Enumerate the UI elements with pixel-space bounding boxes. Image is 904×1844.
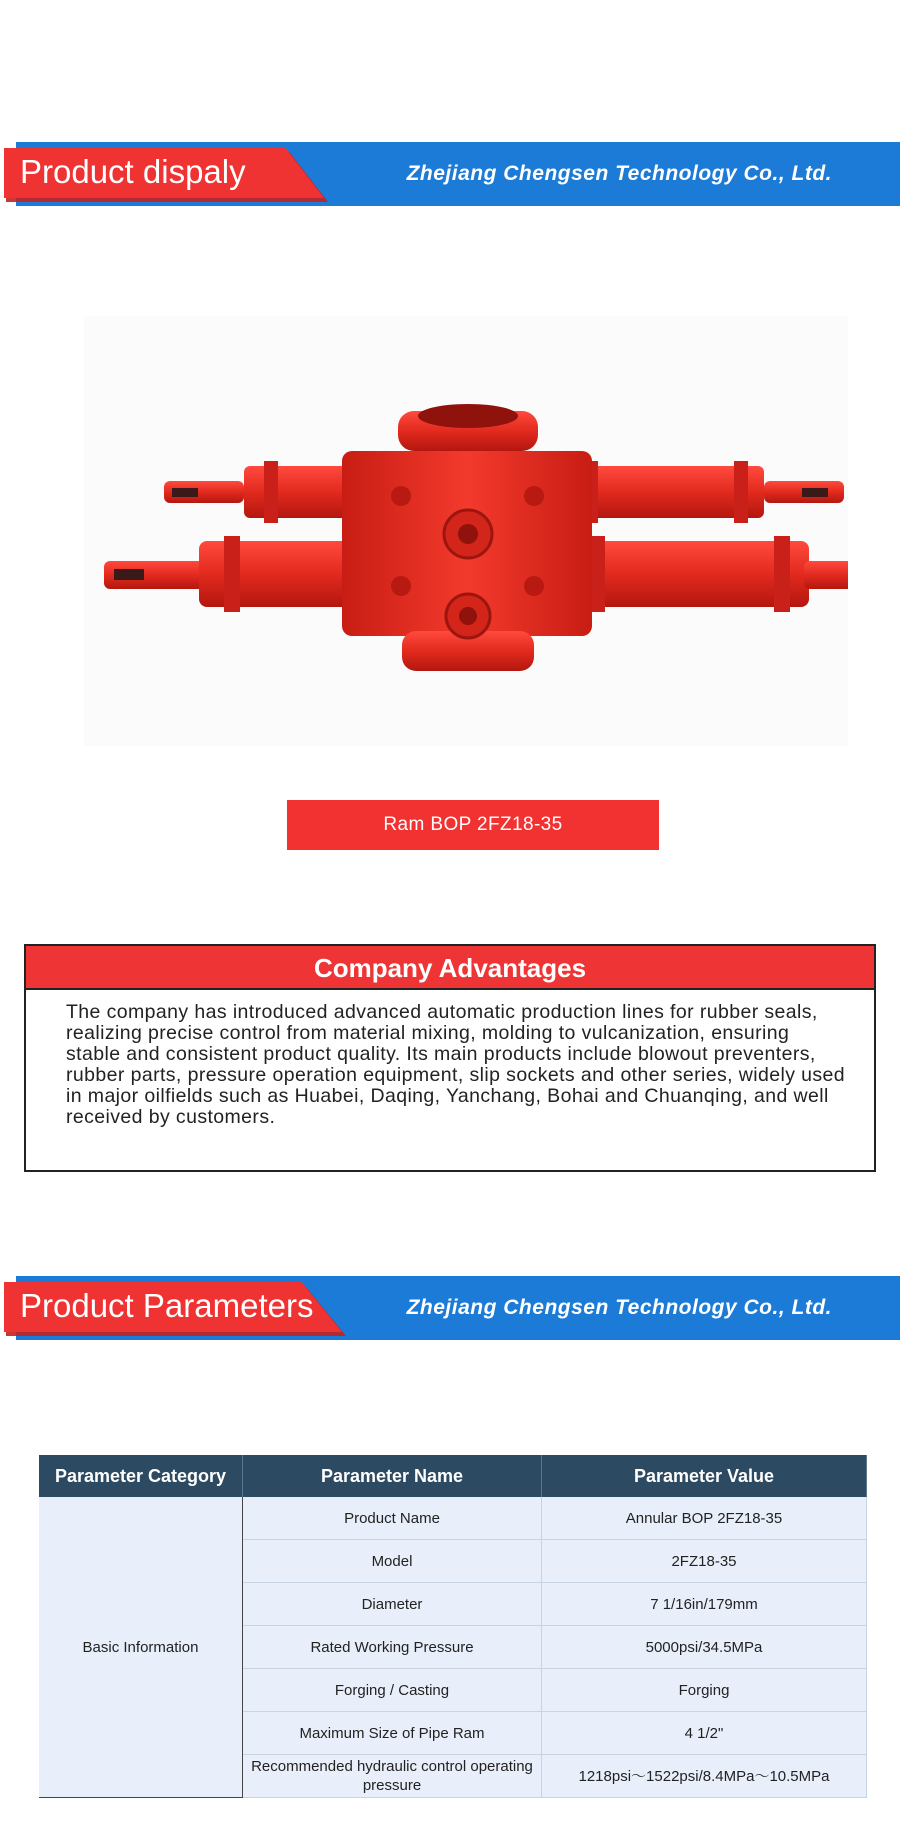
param-name-cell: Diameter: [243, 1583, 542, 1626]
param-name-cell: Maximum Size of Pipe Ram: [243, 1712, 542, 1755]
company-advantages-heading: Company Advantages: [26, 946, 874, 990]
table-row: [39, 1497, 867, 1540]
ram-bop-illustration: [84, 316, 848, 746]
banner-title: Product dispaly: [20, 153, 246, 190]
param-value-cell: 4 1/2": [542, 1712, 867, 1755]
product-parameters-banner: [4, 1276, 900, 1340]
param-name-cell: Rated Working Pressure: [243, 1626, 542, 1669]
param-value-cell: 2FZ18-35: [542, 1540, 867, 1583]
param-value-cell: Forging: [542, 1669, 867, 1712]
company-advantages-text: The company has introduced advanced automatic production lines for rubber seals, realizing precise control from material mixing, molding to vulcanization, ensuring stable and consistent product quality. Its main products include blowout preventers, rubber parts, pressure operation equipment, slip sockets and other series, widely used in major oilfields such as Huabei, Daqing, Yanchang, Bohai and Chuanqing, and well received by customers.: [66, 1001, 846, 1128]
param-value-cell: 7 1/16in/179mm: [542, 1583, 867, 1626]
product-image: [84, 316, 848, 746]
param-name-cell: Product Name: [243, 1497, 542, 1540]
param-value-cell: 5000psi/34.5MPa: [542, 1626, 867, 1669]
param-name-cell: Forging / Casting: [243, 1669, 542, 1712]
product-caption: Ram BOP 2FZ18-35: [287, 800, 659, 850]
param-name-cell: Recommended hydraulic control operating pressure: [243, 1755, 542, 1798]
param-name-cell: Model: [243, 1540, 542, 1583]
banner-company-name: Zhejiang Chengsen Technology Co., Ltd.: [406, 1296, 832, 1319]
column-header: Parameter Name: [243, 1455, 542, 1497]
column-header: Parameter Category: [39, 1455, 243, 1497]
column-header: Parameter Value: [542, 1455, 867, 1497]
table-header-row: [39, 1455, 867, 1497]
parameters-table: [39, 1455, 867, 1798]
param-value-cell: Annular BOP 2FZ18-35: [542, 1497, 867, 1540]
product-display-banner: [4, 142, 900, 206]
param-value-cell: 1218psi～1522psi/8.4MPa～10.5MPa: [542, 1755, 867, 1798]
banner-title: Product Parameters: [20, 1287, 314, 1324]
company-advantages-box: [24, 944, 876, 1172]
banner-company-name: Zhejiang Chengsen Technology Co., Ltd.: [406, 162, 832, 185]
category-cell: Basic Information: [39, 1497, 243, 1798]
